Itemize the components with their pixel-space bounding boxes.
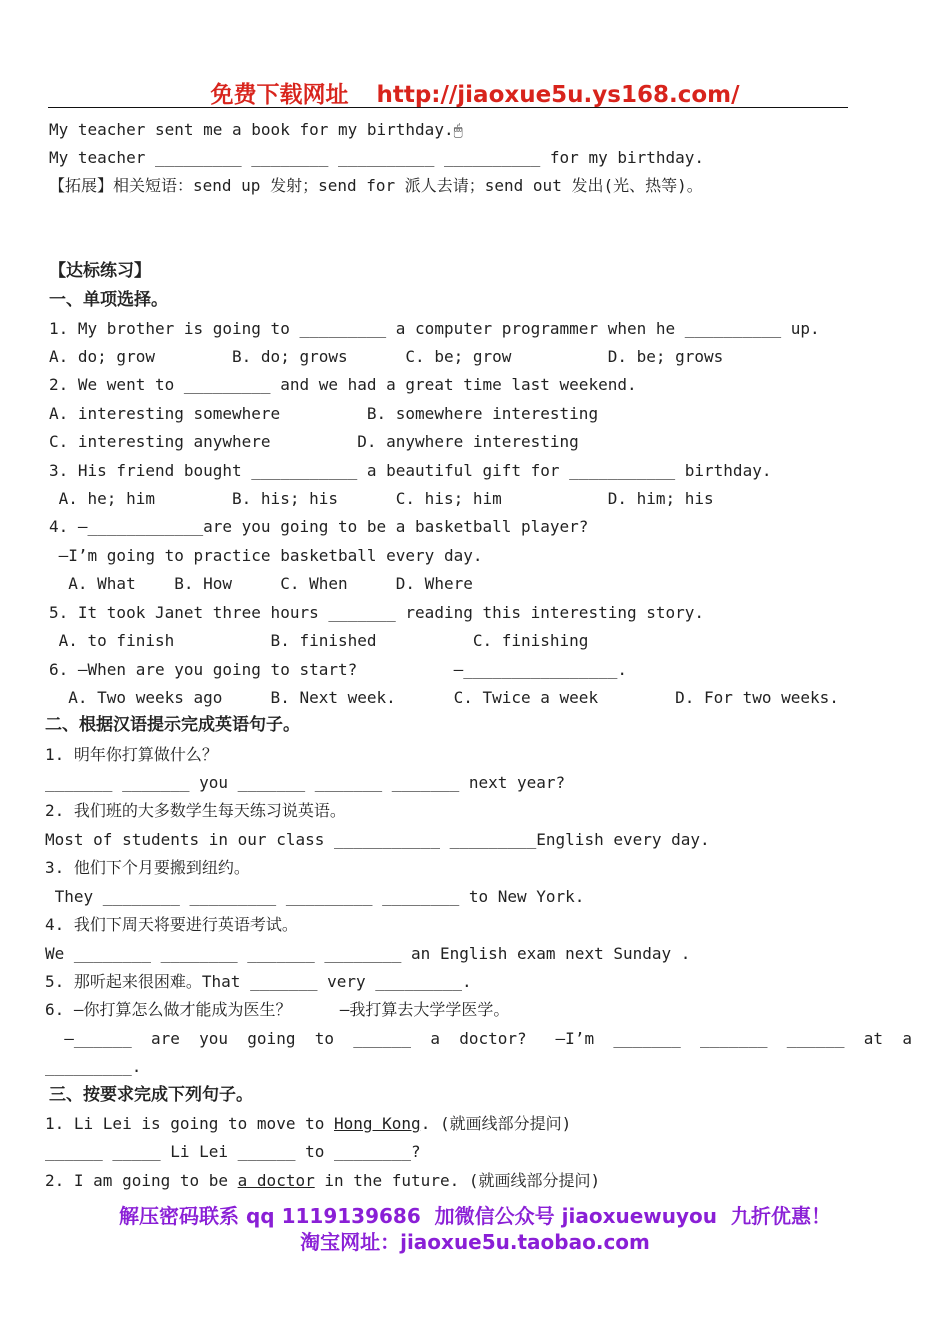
sentence-5: 5. 那听起来很困难。That _______ very _________. <box>45 972 472 991</box>
sentence-2-chinese: 2. 我们班的大多数学生每天练习说英语。 <box>45 801 346 820</box>
sentence-3-chinese: 3. 他们下个月要搬到纽约。 <box>45 858 250 877</box>
question-6-prompt: 6. —When are you going to start? <box>49 660 358 679</box>
sentence-4-chinese: 4. 我们下周天将要进行英语考试。 <box>45 915 298 934</box>
rewrite-start: My teacher <box>49 148 155 167</box>
sentence-4-english: We ________ ________ _______ ________ an English exam next Sunday . <box>45 944 691 963</box>
question-2-options-ab: A. interesting somewhere B. somewhere interesting <box>49 404 599 423</box>
rewrite-blanks: _________ ________ __________ __________ <box>154 148 541 167</box>
sentence-6-end: _________. <box>45 1057 142 1076</box>
sentence-2-english: Most of students in our class ___________ _________English every day. <box>45 830 710 849</box>
practice-title: 【达标练习】 <box>49 261 151 281</box>
transform-2-end: in the future. (就画线部分提问) <box>314 1171 601 1190</box>
question-4-reply: —I’m going to practice basketball every day. <box>49 546 483 565</box>
transform-2 <box>45 1171 600 1191</box>
question-6-gap <box>357 660 453 679</box>
rewrite-line <box>49 148 704 168</box>
question-1: 1. My brother is going to _________ a computer programmer when he __________ up. <box>49 319 820 338</box>
sentence-1-english: _______ _______ you _______ _______ _______ next year? <box>45 773 566 792</box>
sentence-6-chinese: 6. —你打算怎么做才能成为医生？ —我打算去大学学医学。 <box>45 1000 510 1019</box>
extension-note: 【拓展】相关短语：send up 发射；send for 派人去请；send out 发出(光、热等)。 <box>49 176 703 195</box>
question-6-options: A. Two weeks ago B. Next week. C. Twice a week D. For two weeks. <box>49 688 839 707</box>
example-sentence-line <box>49 120 463 140</box>
question-4: 4. —____________are you going to be a basketball player? <box>49 517 589 536</box>
transform-1 <box>45 1114 571 1134</box>
question-6-answer: —________________. <box>453 660 627 679</box>
question-1-options: A. do; grow B. do; grows C. be; grow D. be; grows <box>49 347 724 366</box>
transform-1-answer: ______ _____ Li Lei ______ to ________? <box>45 1142 421 1161</box>
section2-title: 二、根据汉语提示完成英语句子。 <box>45 715 300 735</box>
section1-title: 一、单项选择。 <box>49 290 168 310</box>
question-5: 5. It took Janet three hours _______ reading this interesting story. <box>49 603 705 622</box>
section3-title: 三、按要求完成下列句子。 <box>49 1085 253 1105</box>
download-header <box>0 76 950 109</box>
footer-shop-url[interactable]: 淘宝网址：jiaoxue5u.taobao.com <box>300 1230 650 1254</box>
transform-1-end: . (就画线部分提问) <box>420 1114 572 1133</box>
transform-2-start: 2. I am going to be <box>45 1171 238 1190</box>
question-3-options: A. he; him B. his; his C. his; him D. him; his <box>49 489 714 508</box>
sentence-1-chinese: 1. 明年你打算做什么？ <box>45 745 218 764</box>
header-url[interactable]: http://jiaoxue5u.ys168.com/ <box>376 82 740 108</box>
transform-1-start: 1. Li Lei is going to move to <box>45 1114 334 1133</box>
example-sentence: My teacher sent me a book for my birthday. <box>49 120 454 139</box>
question-2: 2. We went to _________ and we had a great time last weekend. <box>49 375 637 394</box>
footer-contact: 解压密码联系 qq 1119139686 加微信公众号 jiaoxuewuyou 九折优惠！ <box>119 1204 831 1228</box>
header-label: 免费下载网址 <box>210 82 349 108</box>
sentence-6-english: —______ are you going to ______ a doctor? —I’m _______ _______ ______ at a <box>45 1029 912 1048</box>
question-6 <box>49 660 627 680</box>
question-4-options: A. What B. How C. When D. Where <box>49 574 473 593</box>
mouse-icon: 🖱 <box>453 121 463 139</box>
question-2-options-cd: C. interesting anywhere D. anywhere interesting <box>49 432 579 451</box>
sentence-3-english: They ________ _________ _________ ________ to New York. <box>45 887 585 906</box>
question-5-options: A. to finish B. finished C. finishing <box>49 631 589 650</box>
header-divider <box>48 107 848 108</box>
question-3: 3. His friend bought ___________ a beautiful gift for ___________ birthday. <box>49 461 772 480</box>
transform-1-underlined: Hong Kong <box>333 1114 421 1133</box>
rewrite-end: for my birthday. <box>540 148 705 167</box>
transform-2-underlined: a doctor <box>237 1171 315 1190</box>
